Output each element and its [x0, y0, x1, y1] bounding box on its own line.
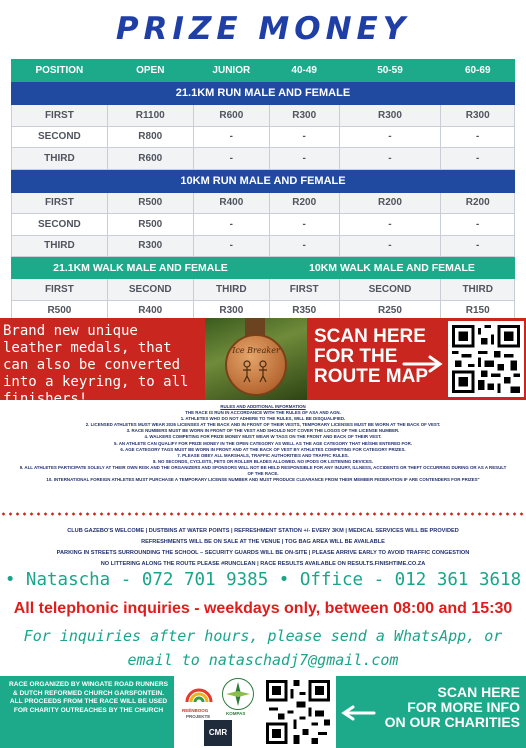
table-cell: - — [339, 235, 441, 257]
table-cell: R600 — [107, 148, 193, 170]
section-label-walk21: 21.1KM WALK MALE AND FEMALE — [12, 257, 270, 279]
table-cell: - — [269, 126, 339, 148]
table-cell: THIRD — [12, 148, 108, 170]
medal-description: Brand new unique leather medals, that can also be converted into a keyring, to all finishers! — [3, 323, 189, 407]
organizer-note: RACE ORGANIZED BY WINGATE ROAD RUNNERS & DUTCH REFORMED CHURCH GARSFONTEIN. ALL PROCEEDS FROM THE RACE WILL BE USED FOR CHARITY OUTREACHES BY THE CHURCH — [0, 676, 174, 748]
table-cell: - — [193, 214, 269, 236]
logo-label: REËNBOOG — [182, 708, 209, 713]
table-row — [12, 279, 515, 301]
rules-line: THE RACE IS RUN IN ACCORDANCE WITH THE RULES OF ASA AND AGN. — [185, 410, 341, 416]
rules-line: 10. INTERNATIONAL FOREIGN ATHLETES MUST PURCHASE A TEMPORARY LICENSE NUMBER AND MUST PRODUCE CLEARANCE FROM THEIR MEMBER FEDERATION IF ARE CONTENDERS FOR PRIZES" — [46, 477, 480, 483]
table-cell: R300 — [339, 105, 441, 127]
scan-line: SCAN HERE — [314, 326, 426, 347]
rules-line: 7. PLEASE OBEY ALL MARSHALS, TRAFFIC AUTHORITIES AND TRAFFIC RULES. — [177, 452, 349, 458]
table-cell: R500 — [107, 214, 193, 236]
table-cell: R200 — [339, 192, 441, 214]
table-cell: R150 — [441, 300, 515, 322]
medal-disc — [225, 334, 287, 396]
medal-figures-icon — [225, 334, 287, 396]
table-row — [12, 235, 515, 257]
table-header-row — [12, 60, 515, 82]
rules-line: 2. LICENSED ATHLETES MUST WEAR 2026 LICENSES AT THE BACK AND IN FRONT OF THEIR VESTS, TEMPORARY LICENSES MUST BE WORN AT THE BACK OF VEST. — [85, 422, 441, 428]
table-cell: FIRST — [12, 279, 108, 301]
table-cell: THIRD — [193, 279, 269, 301]
rainbow-logo-icon — [184, 680, 214, 708]
event-info — [10, 526, 516, 570]
info-line: CLUB GAZEBO'S WELCOME | DUSTBINS AT WATER POINTS | REFRESHMENT STATION +/- EVERY 3KM | MEDICAL SERVICES WILL BE PROVIDED — [67, 528, 459, 534]
rules-line: OF THE RACE. — [247, 471, 279, 477]
table-cell: R300 — [441, 105, 515, 127]
table-cell: R600 — [193, 105, 269, 127]
table-cell: - — [339, 148, 441, 170]
table-cell: - — [193, 126, 269, 148]
header-cell: JUNIOR — [193, 60, 269, 82]
table-cell: - — [441, 126, 515, 148]
telephonic-hours: All telephonic inquiries - weekdays only, between 08:00 and 15:30 — [13, 600, 513, 617]
contact-numbers: • Natascha - 072 701 9385 • Office - 012 361 3618 — [4, 570, 522, 590]
charities-qr-code[interactable] — [264, 678, 332, 746]
table-cell: R200 — [441, 192, 515, 214]
table-cell: R500 — [107, 192, 193, 214]
dotted-divider — [0, 512, 526, 516]
scan-line: SCAN HERE — [437, 684, 520, 700]
logo-sublabel: PROJEKTE — [186, 714, 211, 719]
medal-photo — [205, 318, 307, 400]
scan-line: FOR THE — [314, 346, 398, 367]
scan-line: FOR MORE INFO — [407, 699, 520, 715]
prize-table — [11, 59, 515, 322]
table-row — [12, 105, 515, 127]
table-cell: - — [193, 235, 269, 257]
page-title: PRIZE MONEY — [115, 11, 411, 47]
table-cell: R200 — [269, 192, 339, 214]
logo-label: KOMPAS — [226, 711, 246, 716]
table-cell: R800 — [107, 126, 193, 148]
table-cell: FIRST — [12, 192, 108, 214]
header-cell: POSITION — [12, 60, 108, 82]
header-cell: OPEN — [107, 60, 193, 82]
table-cell: - — [441, 214, 515, 236]
table-cell: SECOND — [107, 279, 193, 301]
table-cell: SECOND — [12, 214, 108, 236]
table-cell: - — [269, 148, 339, 170]
rules-line: 5. AN ATHLETE CAN QUALIFY FOR PRIZE MONEY IN THE OPEN CATEGORY AS WELL AS THE AGE CATEGORY THAT HE/SHE ENTERED FOR. — [114, 440, 412, 446]
table-cell: FIRST — [269, 279, 339, 301]
section-row-walk — [12, 257, 515, 279]
route-map-qr-code[interactable] — [448, 321, 524, 397]
table-cell: - — [441, 148, 515, 170]
section-label-walk10: 10KM WALK MALE AND FEMALE — [269, 257, 514, 279]
arrow-left-icon — [340, 704, 376, 722]
table-cell: - — [339, 214, 441, 236]
table-cell: R400 — [193, 192, 269, 214]
table-cell: THIRD — [441, 279, 515, 301]
table-cell: R300 — [193, 300, 269, 322]
section-row-run21 — [12, 82, 515, 105]
table-cell: - — [339, 126, 441, 148]
cmr-logo: CMR — [204, 720, 232, 746]
rules-line: 6. AGE CATEGORY TAGS MUST BE WORN IN FRONT AND AT THE BACK OF VEST BY ATHLETES COMPETING FOR CATEGORY PRIZES. — [120, 446, 406, 452]
table-row — [12, 148, 515, 170]
table-cell: R400 — [107, 300, 193, 322]
charity-logos — [176, 676, 260, 748]
section-label: 21.1KM RUN MALE AND FEMALE — [12, 82, 515, 105]
table-cell: R300 — [107, 235, 193, 257]
rules-section — [18, 404, 508, 483]
after-hours-notice: For inquiries after hours, please send a WhatsApp, or email to nataschadj7@gmail.com — [23, 627, 503, 669]
arrow-right-icon — [402, 354, 446, 374]
section-label: 10KM RUN MALE AND FEMALE — [12, 169, 515, 192]
table-cell: THIRD — [12, 235, 108, 257]
info-line: REFRESHMENTS WILL BE ON SALE AT THE VENUE | TOG BAG AREA WILL BE AVAILABLE — [141, 539, 385, 545]
table-cell: R350 — [269, 300, 339, 322]
table-cell: R250 — [339, 300, 441, 322]
table-cell: R300 — [269, 105, 339, 127]
rules-line: 9. ALL ATHLETES PARTICIPATE SOLELY AT THEIR OWN RISK AND THE ORGANIZERS AND SPONSORS WILL NOT BE HELD RESPONSIBLE FOR ANY INJURY, ILLNESS, ACCIDENTS OR THEFT OCCURRING DURING OR AS A RESULT — [19, 464, 507, 470]
footer — [0, 676, 526, 748]
table-cell: SECOND — [12, 126, 108, 148]
scan-line: ROUTE MAP — [314, 366, 428, 387]
info-line: PARKING IN STREETS SURROUNDING THE SCHOOL – SECURITY GUARDS WILL BE ON-SITE | PLEASE ARRIVE EARLY TO AVOID TRAFFIC CONGESTION — [56, 550, 470, 556]
table-row — [12, 214, 515, 236]
table-cell: - — [269, 214, 339, 236]
rules-line: 1. ATHLETES WHO DO NOT ADHERE TO THE RULES, WILL BE DISQUALIFIED. — [180, 416, 346, 422]
header-cell: 40-49 — [269, 60, 339, 82]
scan-line: ON OUR CHARITIES — [384, 714, 520, 730]
info-line: NO LITTERING ALONG THE ROUTE PLEASE #RUNCLEAN | RACE RESULTS AVAILABLE ON RESULTS.FINISHTIME.CO.ZA — [100, 561, 426, 567]
table-cell: FIRST — [12, 105, 108, 127]
table-cell: R1100 — [107, 105, 193, 127]
compass-logo-icon — [222, 678, 254, 710]
rules-line: 3. RACE NUMBERS MUST BE WORN IN FRONT OF THE VEST AND SHOULD NOT COVER THE LOGOS OF THE LICENSE NUMBER. — [126, 428, 400, 434]
table-cell: R500 — [12, 300, 108, 322]
medal-inscription: Ice Breaker — [232, 346, 280, 355]
table-row — [12, 192, 515, 214]
rules-heading: RULES AND ADDITIONAL INFORMATION — [220, 404, 306, 409]
table-cell: SECOND — [339, 279, 441, 301]
rules-line: 4. WALKERS COMPETING FOR PRIZE MONEY MUST WEAR W TAGS ON THE FRONT AND BACK OF THEIR VEST. — [144, 434, 382, 440]
table-cell: - — [193, 148, 269, 170]
table-row — [12, 126, 515, 148]
rules-line: 8. NO SECONDS, CYCLISTS, PETS OR ROLLER BLADES ALLOWED. NO IPODS OR LISTENING DEVICES. — [152, 458, 374, 464]
section-row-run10 — [12, 169, 515, 192]
header-cell: 50-59 — [339, 60, 441, 82]
header-cell: 60-69 — [441, 60, 515, 82]
table-cell: - — [269, 235, 339, 257]
table-cell: - — [441, 235, 515, 257]
